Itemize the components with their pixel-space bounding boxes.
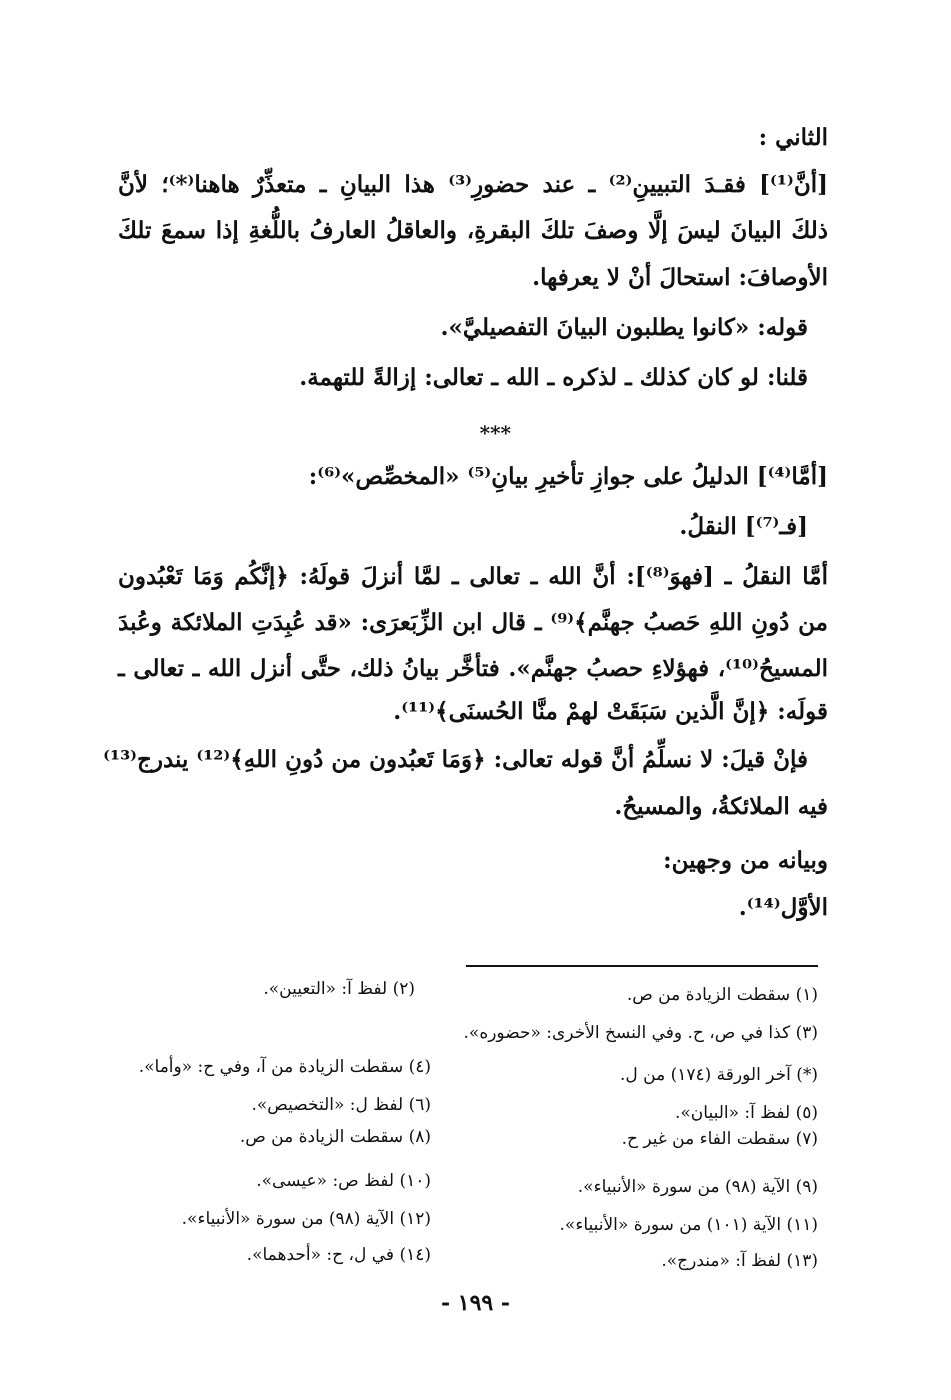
footnote: (٤) سقطت الزيادة من آ، وفي ح: «وأما». [138, 1057, 431, 1077]
paragraph-line: أمَّا النقلُ ـ [فهوَ⁽⁸⁾]: أنَّ الله ـ تعالى ـ لمَّا أنزلَ قولَهُ: ﴿إنَّكُم وَمَا تَعْبُدون [118, 563, 828, 590]
footnote: (٨) سقطت الزيادة من ص. [239, 1127, 431, 1147]
paragraph-line: الأوصافَ: استحالَ أنْ لا يعرفها. [532, 264, 828, 291]
paragraph-line: وبيانه من وجهين: [663, 847, 828, 874]
paragraph-line: [أمَّا⁽⁴⁾] الدليلُ على جوازِ تأخيرِ بيانِ⁽⁵⁾ «المخصِّص»⁽⁶⁾: [308, 463, 828, 490]
footnote: (٧) سقطت الفاء من غير ح. [621, 1129, 818, 1149]
paragraph-line: من دُونِ اللهِ حَصبُ جهنَّم﴾⁽⁹⁾ ـ قال ابن الزِّبَعرَى: «قد عُبِدَتِ الملائكة وعُبدَ [118, 609, 828, 636]
paragraph-line: قوله: «كانوا يطلبون البيانَ التفصيليَّ». [440, 314, 808, 341]
footnote-separator [466, 965, 818, 967]
paragraph-line: فإنْ قيلَ: لا نسلِّمُ أنَّ قوله تعالى: ﴿وَمَا تَعبُدون من دُونِ اللهِ﴾⁽¹²⁾ يندرج⁽¹³⁾ [103, 746, 808, 773]
paragraph-line: ذلكَ البيانَ ليسَ إلَّا وصفَ تلكَ البقرةِ، والعاقلُ العارفُ باللُّغةِ إذا سمعَ تلكَ [118, 217, 828, 244]
footnote: (٣) كذا في ص، ح. وفي النسخ الأخرى: «حضوره». [463, 1023, 818, 1043]
paragraph-line: المسيحُ⁽¹⁰⁾، فهؤلاءِ حصبُ جهنَّم». فتأخَّر بيانُ ذلك، حتَّى أنزل الله ـ تعالى ـ [118, 655, 828, 682]
footnote: (٩) الآية (٩٨) من سورة «الأنبياء». [577, 1177, 818, 1197]
footnote: (١٤) في ل، ح: «أحدهما». [246, 1245, 431, 1265]
footnote: (١١) الآية (١٠١) من سورة «الأنبياء». [559, 1215, 818, 1235]
footnote: (٥) لفظ آ: «البيان». [674, 1103, 818, 1123]
footnote: (٦) لفظ ل: «التخصيص». [251, 1095, 431, 1115]
paragraph-line: [فـ⁽⁷⁾] النقلُ. [679, 513, 808, 540]
paragraph-line: قولَه: ﴿إنَّ الَّذين سَبَقَتْ لهمْ منَّا الحُسنَى﴾⁽¹¹⁾. [393, 698, 828, 725]
footnote: (١٢) الآية (٩٨) من سورة «الأنبياء». [181, 1209, 431, 1229]
section-heading: الثاني : [758, 124, 828, 151]
footnote: (١٠) لفظ ص: «عيسى». [256, 1171, 431, 1191]
paragraph-line: [أنَّ⁽¹⁾] فقـدَ التبيينِ⁽²⁾ ـ عند حضورِ⁽³⁾ هذا البيانِ ـ متعذِّرٌ هاهنا⁽*⁾؛ لأنَّ [118, 171, 828, 198]
footnote: (١٣) لفظ آ: «مندرج». [661, 1251, 818, 1271]
footnote: (١) سقطت الزيادة من ص. [626, 985, 818, 1005]
paragraph-line: الأوَّل⁽¹⁴⁾. [738, 894, 828, 921]
footnote: (*) آخر الورقة (١٧٤) من ل. [619, 1065, 818, 1085]
page-number: - ١٩٩ - [440, 1290, 511, 1316]
footnote: (٢) لفظ آ: «التعيين». [263, 979, 415, 999]
paragraph-line: قلنا: لو كان كذلك ـ لذكره ـ الله ـ تعالى: إزالةً للتهمة. [299, 364, 808, 391]
section-separator: *** [479, 421, 511, 445]
paragraph-line: فيه الملائكةُ، والمسيحُ. [614, 793, 828, 820]
